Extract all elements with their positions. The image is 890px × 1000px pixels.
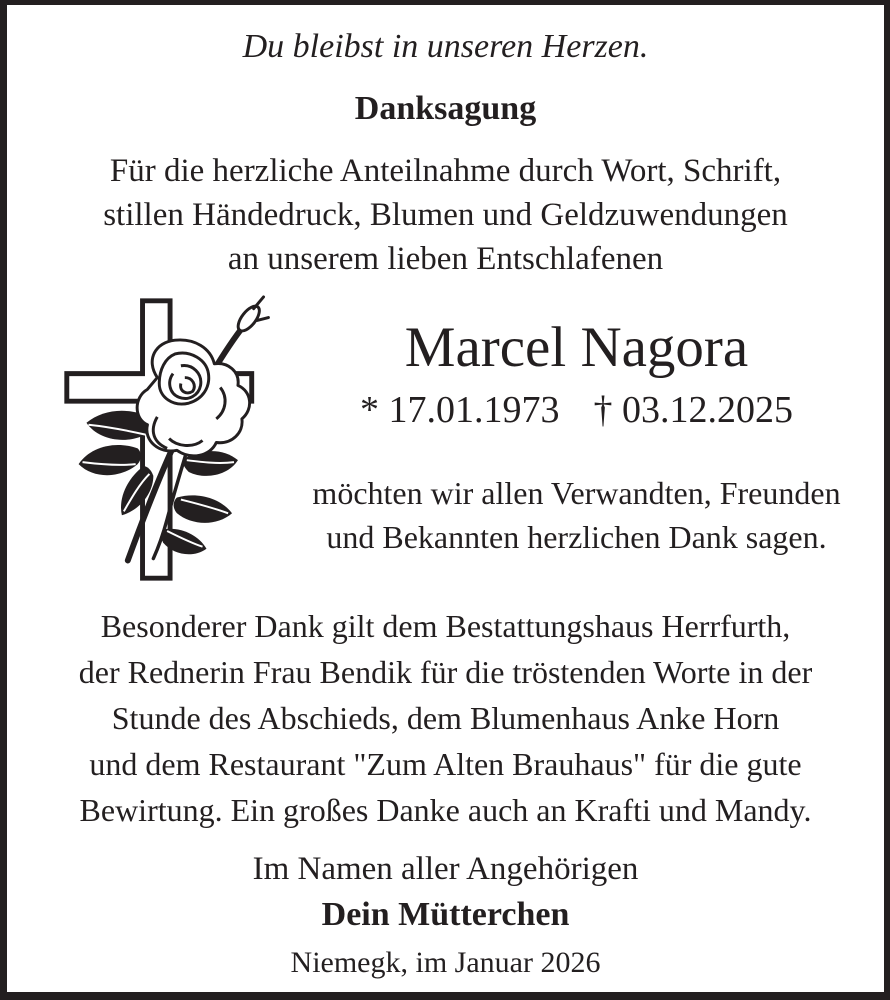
thanks-paragraph [287,471,866,559]
heading-danksagung: Danksagung [354,90,537,127]
thanks-line: und Bekannten herzlichen Dank sagen. [326,519,827,555]
birth-date: * 17.01.1973 [360,389,560,431]
closing-line: Im Namen aller Angehörigen [252,851,639,887]
place-date-line: Niemegk, im Januar 2026 [290,946,601,979]
signature-line: Dein Mütterchen [321,896,570,933]
special-thanks-line: Stunde des Abschieds, dem Blumenhaus Anke Horn [111,700,780,736]
intro-line: an unserem lieben Entschlafenen [227,241,664,277]
deceased-block [287,291,866,559]
life-dates [287,387,866,433]
intro-paragraph [7,149,884,281]
intro-line: Für die herzliche Anteilnahme durch Wort, Schrift, [109,153,782,189]
cross-rose-icon [57,291,292,591]
memorial-section [7,291,884,591]
death-date: † 03.12.2025 [593,389,793,431]
special-thanks-paragraph [7,603,884,833]
special-thanks-line: der Rednerin Frau Bendik für die tröstenden Worte in der [78,654,813,690]
intro-line: stillen Händedruck, Blumen und Geldzuwendungen [103,197,788,233]
thanks-line: möchten wir allen Verwandten, Freunden [312,475,841,511]
special-thanks-line: und dem Restaurant "Zum Alten Brauhaus" für die gute [89,746,802,782]
special-thanks-line: Besonderer Dank gilt dem Bestattungshaus Herrfurth, [100,608,791,644]
special-thanks-line: Bewirtung. Ein großes Danke auch an Krafti und Mandy. [79,792,812,828]
deceased-name: Marcel Nagora [404,316,749,379]
epigraph: Du bleibst in unseren Herzen. [242,28,649,65]
cross-and-rose-graphic [57,291,292,591]
